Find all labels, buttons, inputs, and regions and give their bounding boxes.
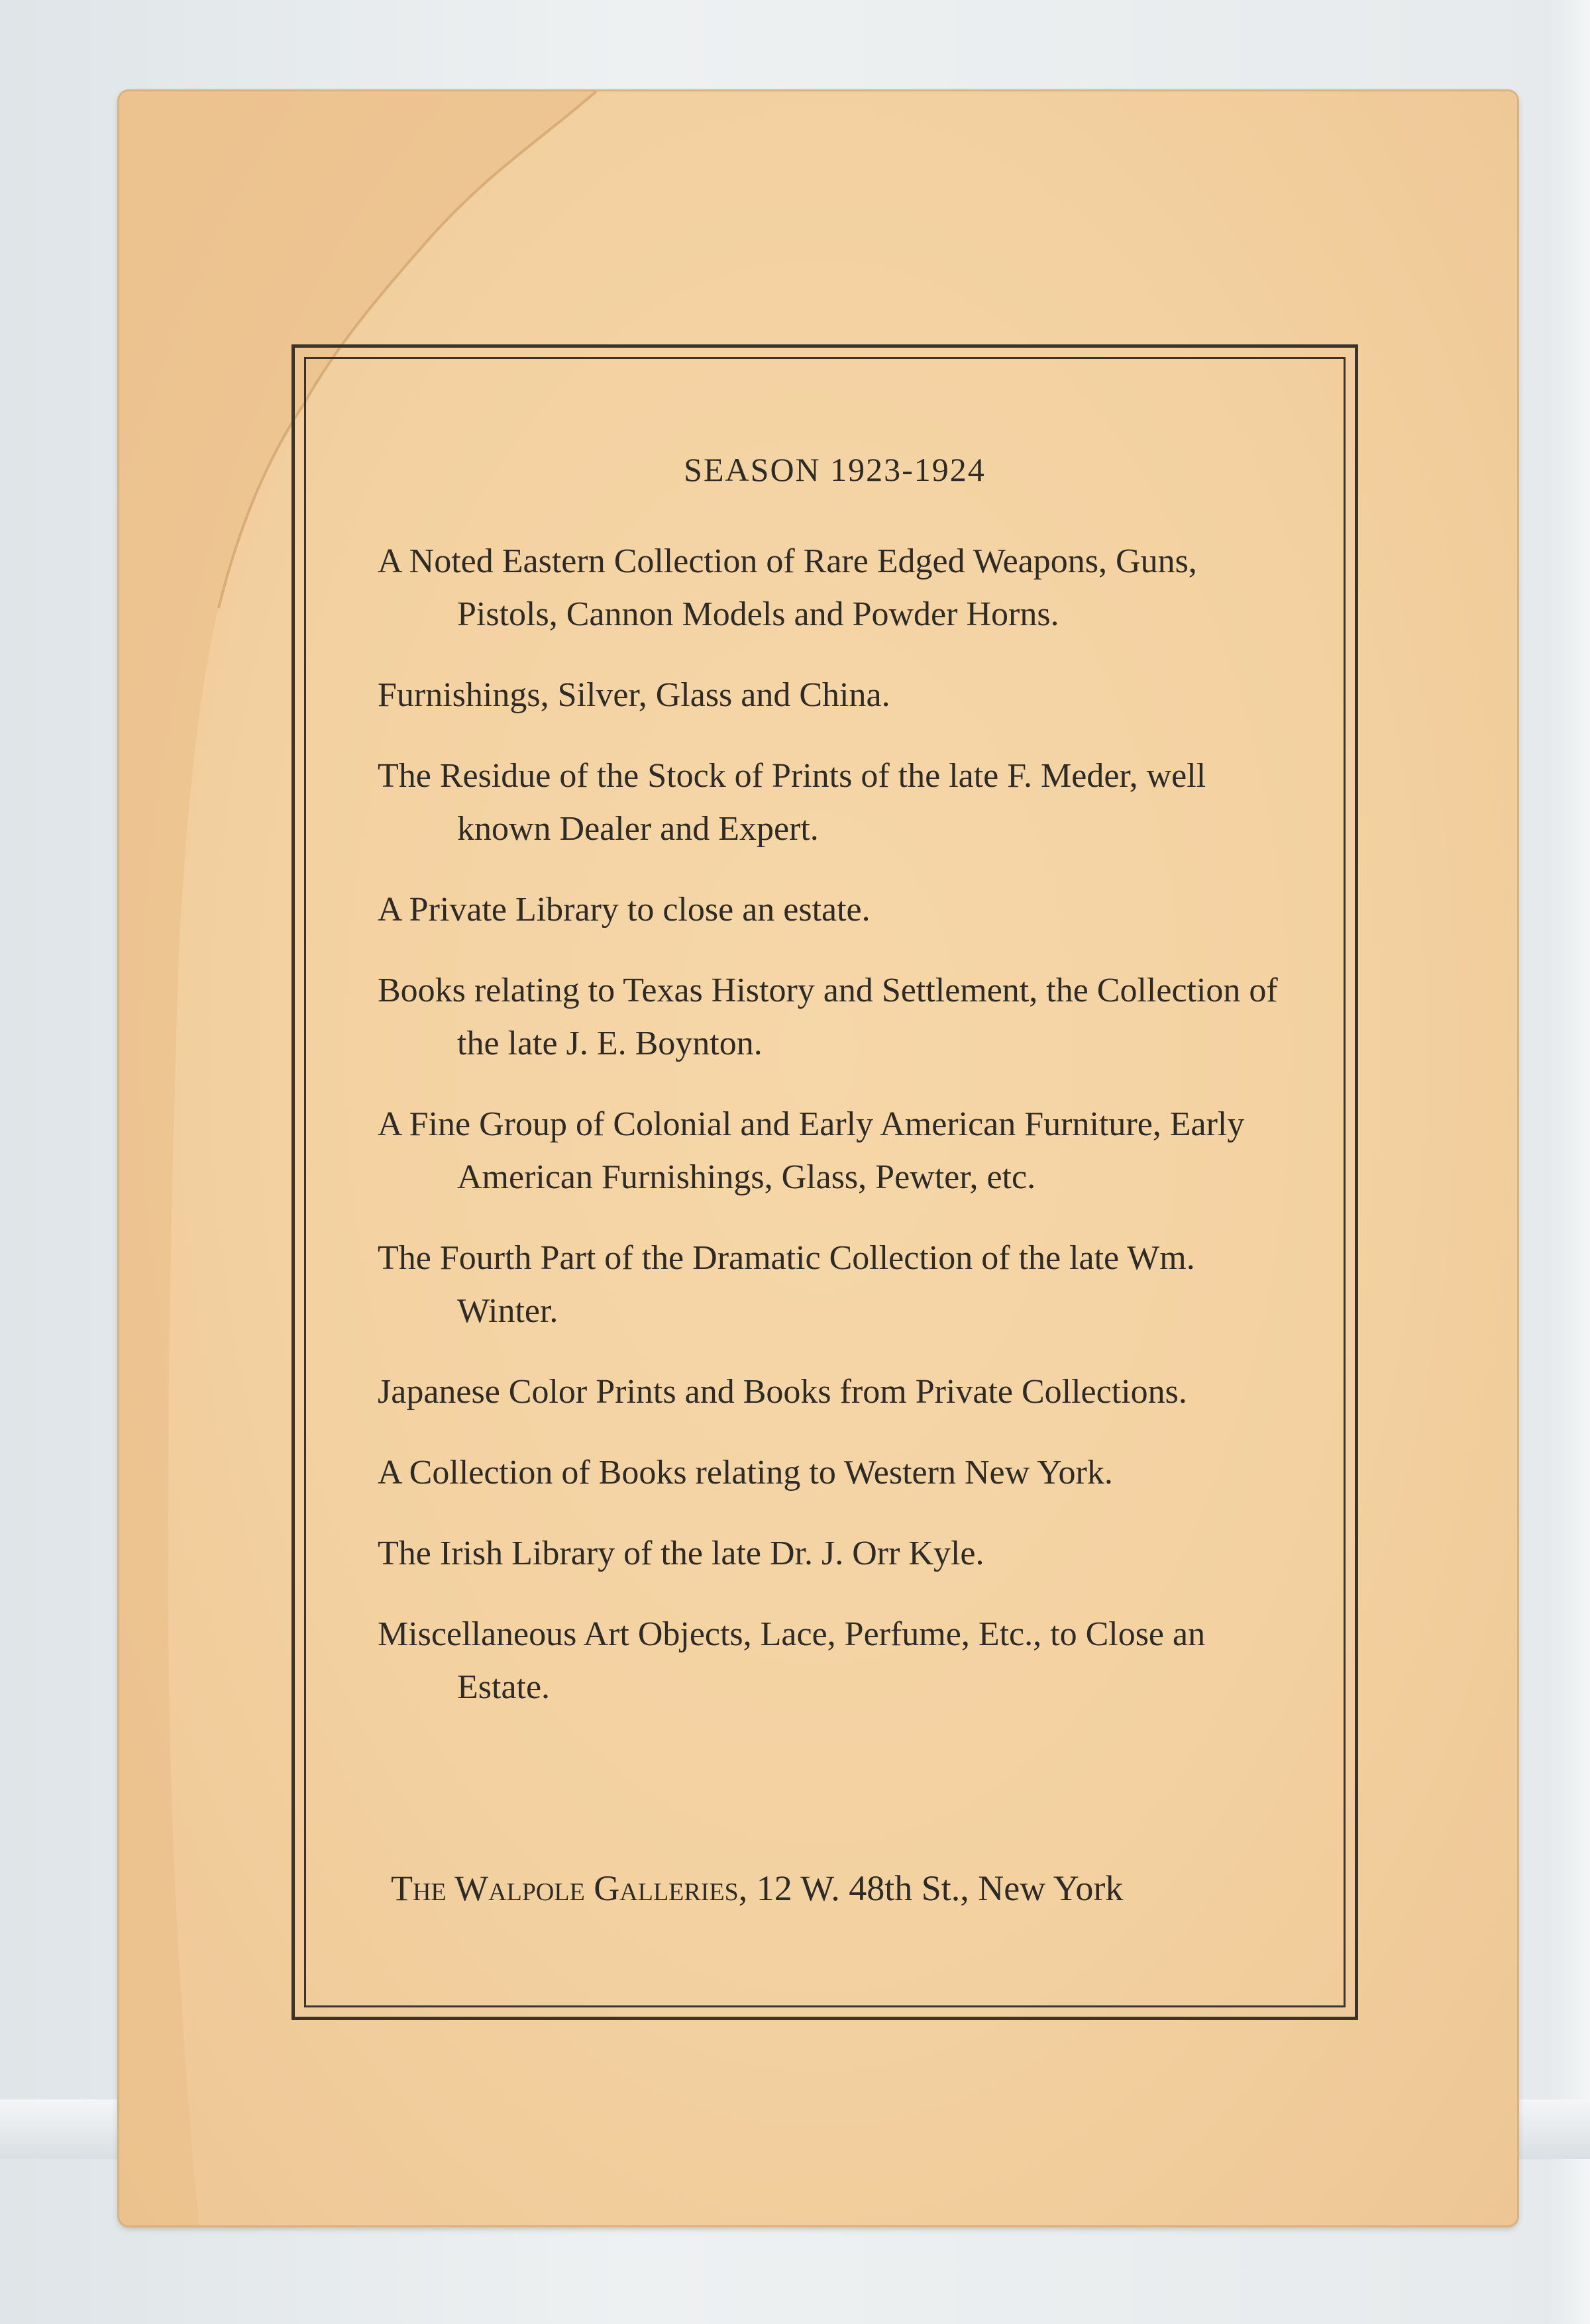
listing-content [378, 450, 1292, 1742]
list-item: A Private Library to close an estate. [378, 891, 871, 929]
list-item: Books relating to Texas History and Settlement, the Collection of the late J. E. Boynton. [378, 972, 1278, 1062]
list-item: A Fine Group of Colonial and Early American Furniture, Early American Furnishings, Glass, Pewter, etc. [378, 1105, 1245, 1196]
list-item: The Residue of the Stock of Prints of the late F. Meder, well known Dealer and Expert. [378, 757, 1206, 848]
list-item: The Fourth Part of the Dramatic Collection of the late Wm. Winter. [378, 1239, 1195, 1330]
list-item: A Noted Eastern Collection of Rare Edged Weapons, Guns, Pistols, Cannon Models and Powder Horns. [378, 542, 1197, 633]
list-item: The Irish Library of the late Dr. J. Orr Kyle. [378, 1535, 984, 1572]
season-title: SEASON 1923-1924 [684, 451, 986, 488]
gallery-name: The Walpole Galleries, [391, 1868, 748, 1908]
list-item: Japanese Color Prints and Books from Private Collections. [378, 1373, 1187, 1411]
gallery-footer [391, 1868, 1305, 1909]
gallery-address: 12 W. 48th St., New York [756, 1868, 1124, 1908]
list-item: Furnishings, Silver, Glass and China. [378, 676, 890, 714]
scanner-edge-right [1544, 0, 1590, 2324]
list-item: Miscellaneous Art Objects, Lace, Perfume, Etc., to Close an Estate. [378, 1615, 1206, 1706]
list-item: A Collection of Books relating to Western New York. [378, 1454, 1113, 1491]
